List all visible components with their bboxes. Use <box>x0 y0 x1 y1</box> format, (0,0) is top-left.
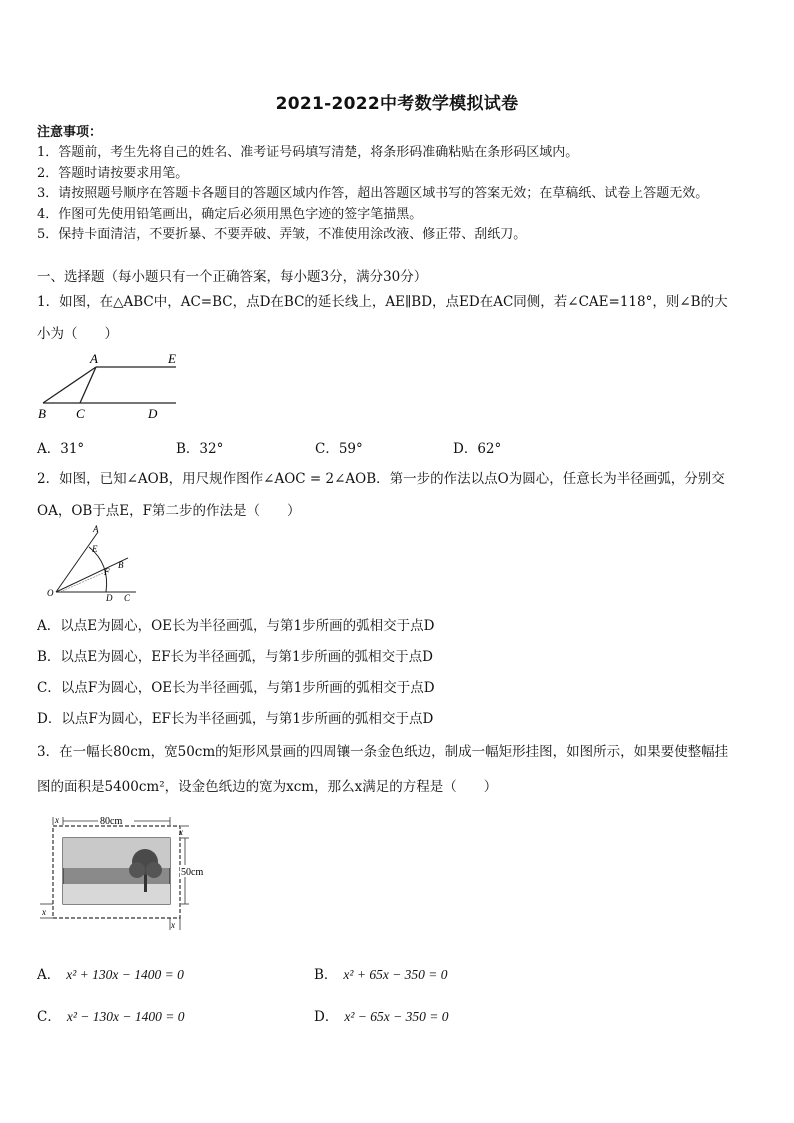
question-3-stem-cont: 图的面积是5400cm²，设金色纸边的宽为xcm，那么x满足的方程是（ ） <box>37 779 498 795</box>
notice-item: 1．答题前，考生先将自己的姓名、准考证号码填写清楚，将条形码准确粘贴在条形码区域内。 <box>37 145 579 160</box>
tree-crown <box>146 862 162 878</box>
option-equation: x² − 130x − 1400 = 0 <box>66 1009 185 1024</box>
option-letter: D． <box>314 1009 339 1025</box>
label-d: D <box>148 406 158 421</box>
q2-option-a[interactable]: A．以点E为圆心，OE长为半径画弧，与第1步所画的弧相交于点D <box>37 618 435 634</box>
option-letter: A． <box>37 967 61 983</box>
label-c: C <box>76 406 85 421</box>
label-a: A <box>90 351 98 366</box>
notice-item: 4．作图可先使用铅笔画出，确定后必须用黑色字迹的签字笔描黑。 <box>37 207 423 222</box>
label-d: D <box>106 593 113 603</box>
q3-option-c[interactable] <box>37 1005 184 1025</box>
label-c: C <box>124 593 131 603</box>
label-x-bottom: x <box>171 920 175 930</box>
question-2-stem: 2．如图，已知∠AOB，用尺规作图作∠AOC = 2∠AOB．第一步的作法以点O为圆心，任意长为半径画弧，分别交 <box>37 471 725 487</box>
question-1-figure <box>36 350 186 422</box>
question-1-stem: 1．如图，在△ABC中，AC=BC，点D在BC的延长线上，AE∥BD，点ED在AC同侧，若∠CAE=118°，则∠B的大 <box>37 294 728 310</box>
label-height: 50cm <box>181 867 204 878</box>
label-a: A <box>93 524 99 534</box>
q3-option-b[interactable] <box>314 963 448 983</box>
option-equation: x² + 65x − 350 = 0 <box>343 967 448 982</box>
question-3-figure <box>38 812 218 932</box>
q1-option-d[interactable]: D．62° <box>453 441 502 457</box>
label-e: E <box>168 351 176 366</box>
ray-oa <box>56 532 98 592</box>
label-b: B <box>38 406 46 421</box>
q1-option-c[interactable]: C．59° <box>315 441 363 457</box>
ground <box>63 884 170 904</box>
notice-item: 2．答题时请按要求用笔。 <box>37 166 189 181</box>
label-x-right: x <box>179 827 183 837</box>
option-equation: x² + 130x − 1400 = 0 <box>66 967 184 982</box>
label-width: 80cm <box>100 816 123 827</box>
notice-item: 5．保持卡面清洁，不要折暴、不要弄破、弄皱，不准使用涂改液、修正带、刮纸刀。 <box>37 227 527 242</box>
question-3-stem: 3．在一幅长80cm，宽50cm的矩形风景画的四周镶一条金色纸边，制成一幅矩形挂图，如图所示，如果要使整幅挂 <box>37 744 729 760</box>
ray-od <box>60 570 110 592</box>
notice-item: 3．请按照题号顺序在答题卡各题目的答题区域内作答，超出答题区域书写的答案无效；在草稿纸、试卷上答题无效。 <box>37 186 709 201</box>
question-1-stem-cont: 小为（ ） <box>37 326 118 342</box>
q2-option-c[interactable]: C．以点F为圆心，OE长为半径画弧，与第1步所画的弧相交于点D <box>37 680 435 696</box>
label-e: E <box>92 544 98 554</box>
label-x-top: x <box>55 815 59 825</box>
option-letter: C． <box>37 1009 61 1025</box>
q2-option-d[interactable]: D．以点F为圆心，EF长为半径画弧，与第1步所画的弧相交于点D <box>37 711 434 727</box>
page-title: 2021-2022中考数学模拟试卷 <box>275 94 519 114</box>
q3-option-d[interactable] <box>314 1005 448 1025</box>
q3-option-a[interactable] <box>37 963 184 983</box>
notice-heading: 注意事项： <box>37 125 103 140</box>
label-x-left: x <box>42 907 46 917</box>
q1-option-b[interactable]: B．32° <box>176 441 224 457</box>
section-heading: 一、选择题（每小题只有一个正确答案，每小题3分，满分30分） <box>37 269 428 285</box>
question-2-stem-cont: OA，OB于点E，F第二步的作法是（ ） <box>37 503 301 519</box>
label-f: F <box>104 567 110 577</box>
question-2-figure <box>40 524 140 604</box>
option-equation: x² − 65x − 350 = 0 <box>344 1009 449 1024</box>
q1-option-a[interactable]: A．31° <box>37 441 85 457</box>
q2-option-b[interactable]: B．以点E为圆心，EF长为半径画弧，与第1步所画的弧相交于点D <box>37 649 433 665</box>
label-b: B <box>118 560 124 570</box>
label-o: O <box>47 588 54 598</box>
option-letter: B． <box>314 967 338 983</box>
tree-crown <box>129 862 145 878</box>
